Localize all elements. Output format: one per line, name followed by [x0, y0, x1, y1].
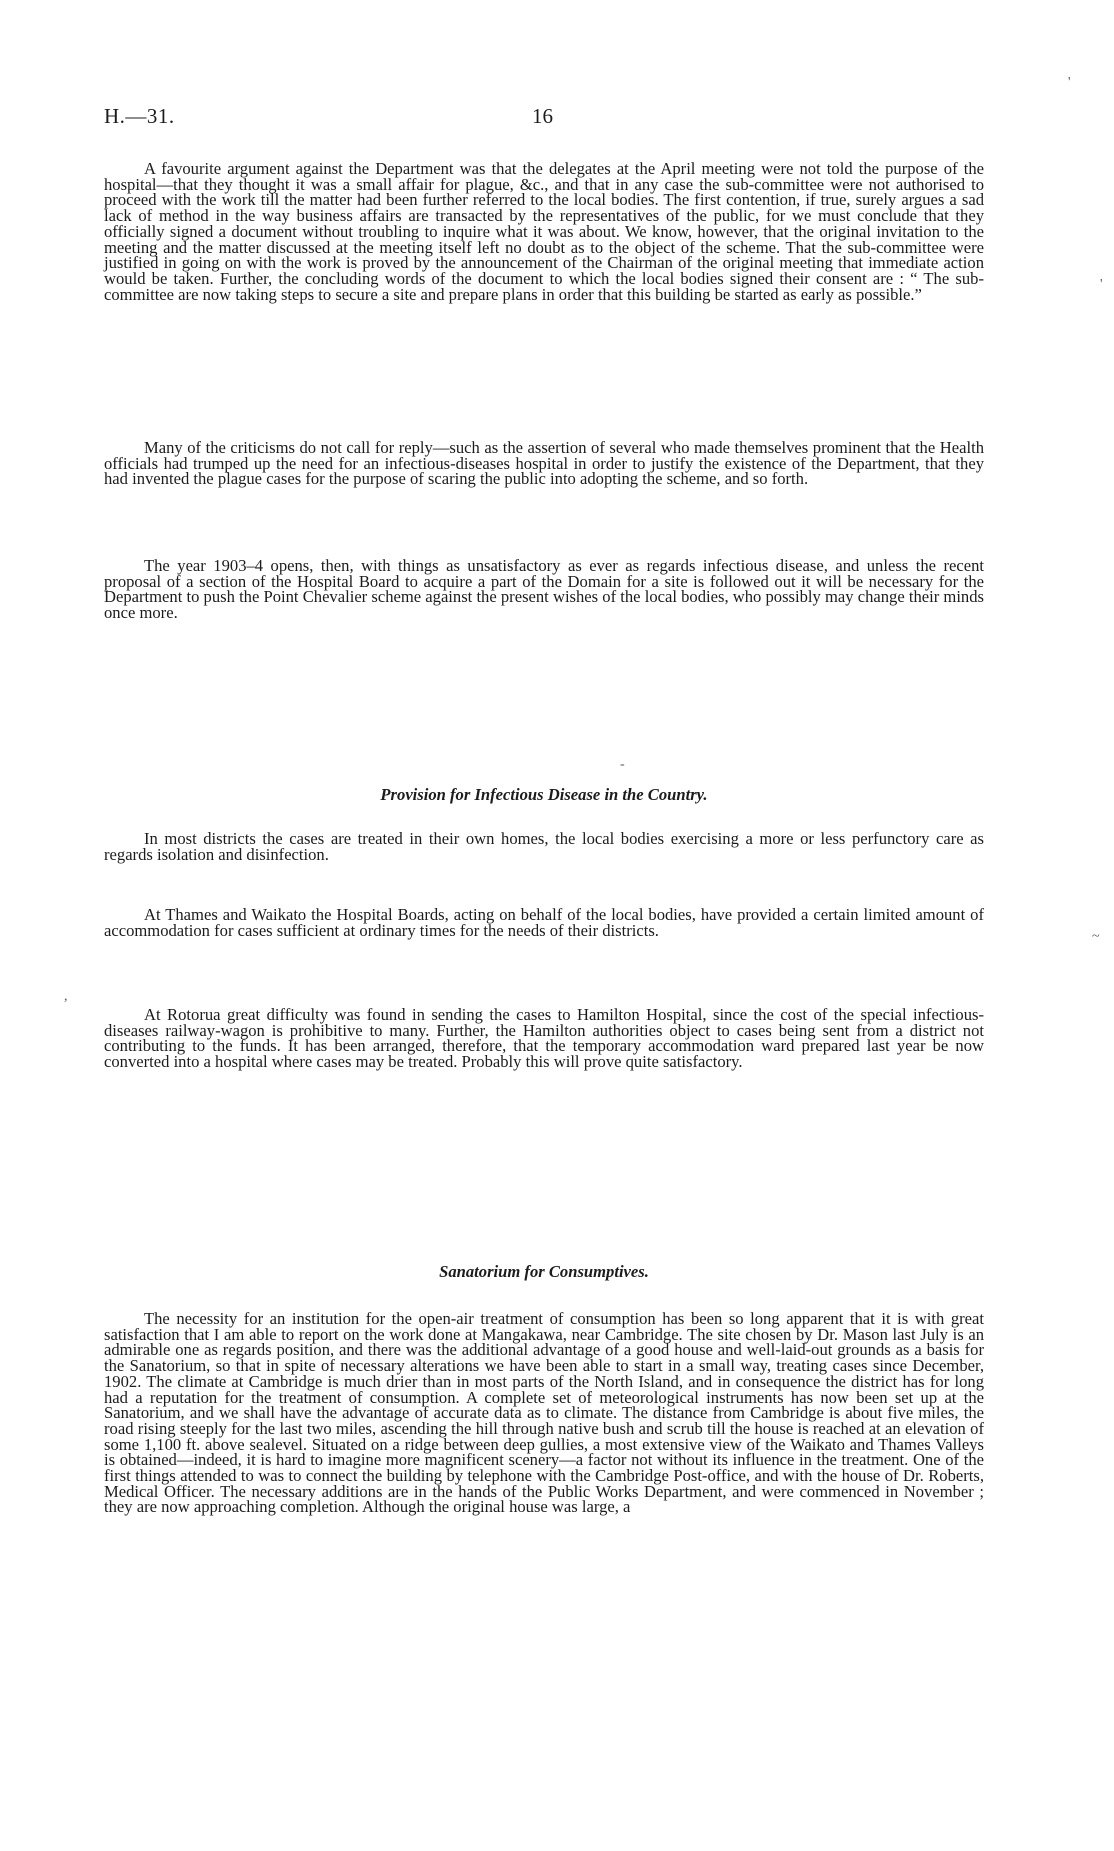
scan-mark: - — [620, 757, 625, 772]
paragraph-thames-waikato: At Thames and Waikato the Hospital Boards, acting on behalf of the local bodies, have provided a certain limited amount of accommodation for cases sufficient at ordinary times for the needs of their districts. — [104, 905, 984, 940]
document-reference: H.—31. — [104, 104, 175, 128]
paragraph-criticisms: Many of the criticisms do not call for reply—such as the assertion of several who made themselves prominent that the Health officials had trumped up the need for an infectious-diseases hospital in order to justify the existence of the Department, that they had invented the plague cases for the purpose of scaring the public into adopting the scheme, and so forth. — [104, 438, 984, 489]
paragraph-rotorua: At Rotorua great difficulty was found in sending the cases to Hamilton Hospital, since the cost of the special infectious-diseases railway-wagon is prohibitive to many. Further, the Hamilton authorities object to cases being sent from a district not contributing to the funds. It has been arranged, therefore, that the temporary accommodation ward prepared last year be now converted into a hospital where cases may be treated. Probably this will prove quite satisfactory. — [104, 1005, 984, 1072]
scan-mark: , — [64, 989, 68, 1004]
scan-mark: ~ — [1092, 929, 1100, 944]
scan-mark: ' — [1100, 277, 1103, 292]
paragraph-year-1903: The year 1903–4 opens, then, with things as unsatisfactory as ever as regards infectious disease, and unless the recent proposal of a section of the Hospital Board to acquire a part of the Domain for a site is followed out it will be necessary for the Department to push the Point Chevalier scheme against the present wishes of the local bodies, who possibly may change their minds once more. — [104, 556, 984, 623]
section-heading-infectious-disease: Provision for Infectious Disease in the Country. — [380, 785, 708, 804]
page-number: 16 — [532, 104, 553, 128]
paragraph-sanatorium: The necessity for an institution for the open-air treatment of consumption has been so long apparent that it is with great satisfaction that I am able to report on the work done at Mangakawa, near Cambridge. The site chosen by Dr. Mason last July is an admirable one as regards position, and there was the additional advantage of a good house and well-laid-out grounds as a basis for the Sanatorium, so that in spite of necessary alterations we have been able to start in a small way, treating cases since December, 1902. The climate at Cambridge is much drier than in most parts of the North Island, and in consequence the district has for long had a reputation for the treatment of consumption. A complete set of meteorological instruments has now been set up at the Sanatorium, and we shall have the advantage of accurate data as to climate. The distance from Cambridge is about five miles, the road rising steeply for the last two miles, ascending the hill through native bush and scrub till the house is reached at an elevation of some 1,100 ft. above sealevel. Situated on a ridge between deep gullies, a most extensive view of the Waikato and Thames Valleys is obtained—indeed, it is hard to imagine more magnificent scenery—a factor not without its influence in the treatment. One of the first things attended to was to connect the building by telephone with the Cambridge Post-office, and with the house of Dr. Roberts, Medical Officer. The necessary additions are in the hands of the Public Works Department, and were commenced in November ; they are now approaching completion. Although the original house was large, a — [104, 1309, 984, 1517]
scan-mark: ' — [1068, 75, 1071, 90]
section-heading-sanatorium: Sanatorium for Consumptives. — [439, 1262, 649, 1281]
paragraph-districts: In most districts the cases are treated in their own homes, the local bodies exercising a more or less perfunctory care as regards isolation and disinfection. — [104, 829, 984, 864]
paragraph-delegates-argument: A favourite argument against the Department was that the delegates at the April meeting were not told the purpose of the hospital—that they thought it was a small affair for plague, &c., and that in any case the sub-committee were not authorised to proceed with the work till the matter had been further referred to the local bodies. The first contention, if true, surely argues a sad lack of method in the way business affairs are transacted by the representatives of the public, for we must conclude that they officially signed a document without troubling to inquire what it was about. We know, however, that the original invitation to the meeting and the matter discussed at the meeting itself left no doubt as to the object of the scheme. That the sub-committee were justified in going on with the work is proved by the announcement of the Chairman of the original meeting that immediate action would be taken. Further, the concluding words of the document to which the local bodies signed their consent are : “ The sub-committee are now taking steps to secure a site and prepare plans in order that this building be started as early as possible.” — [104, 159, 984, 304]
